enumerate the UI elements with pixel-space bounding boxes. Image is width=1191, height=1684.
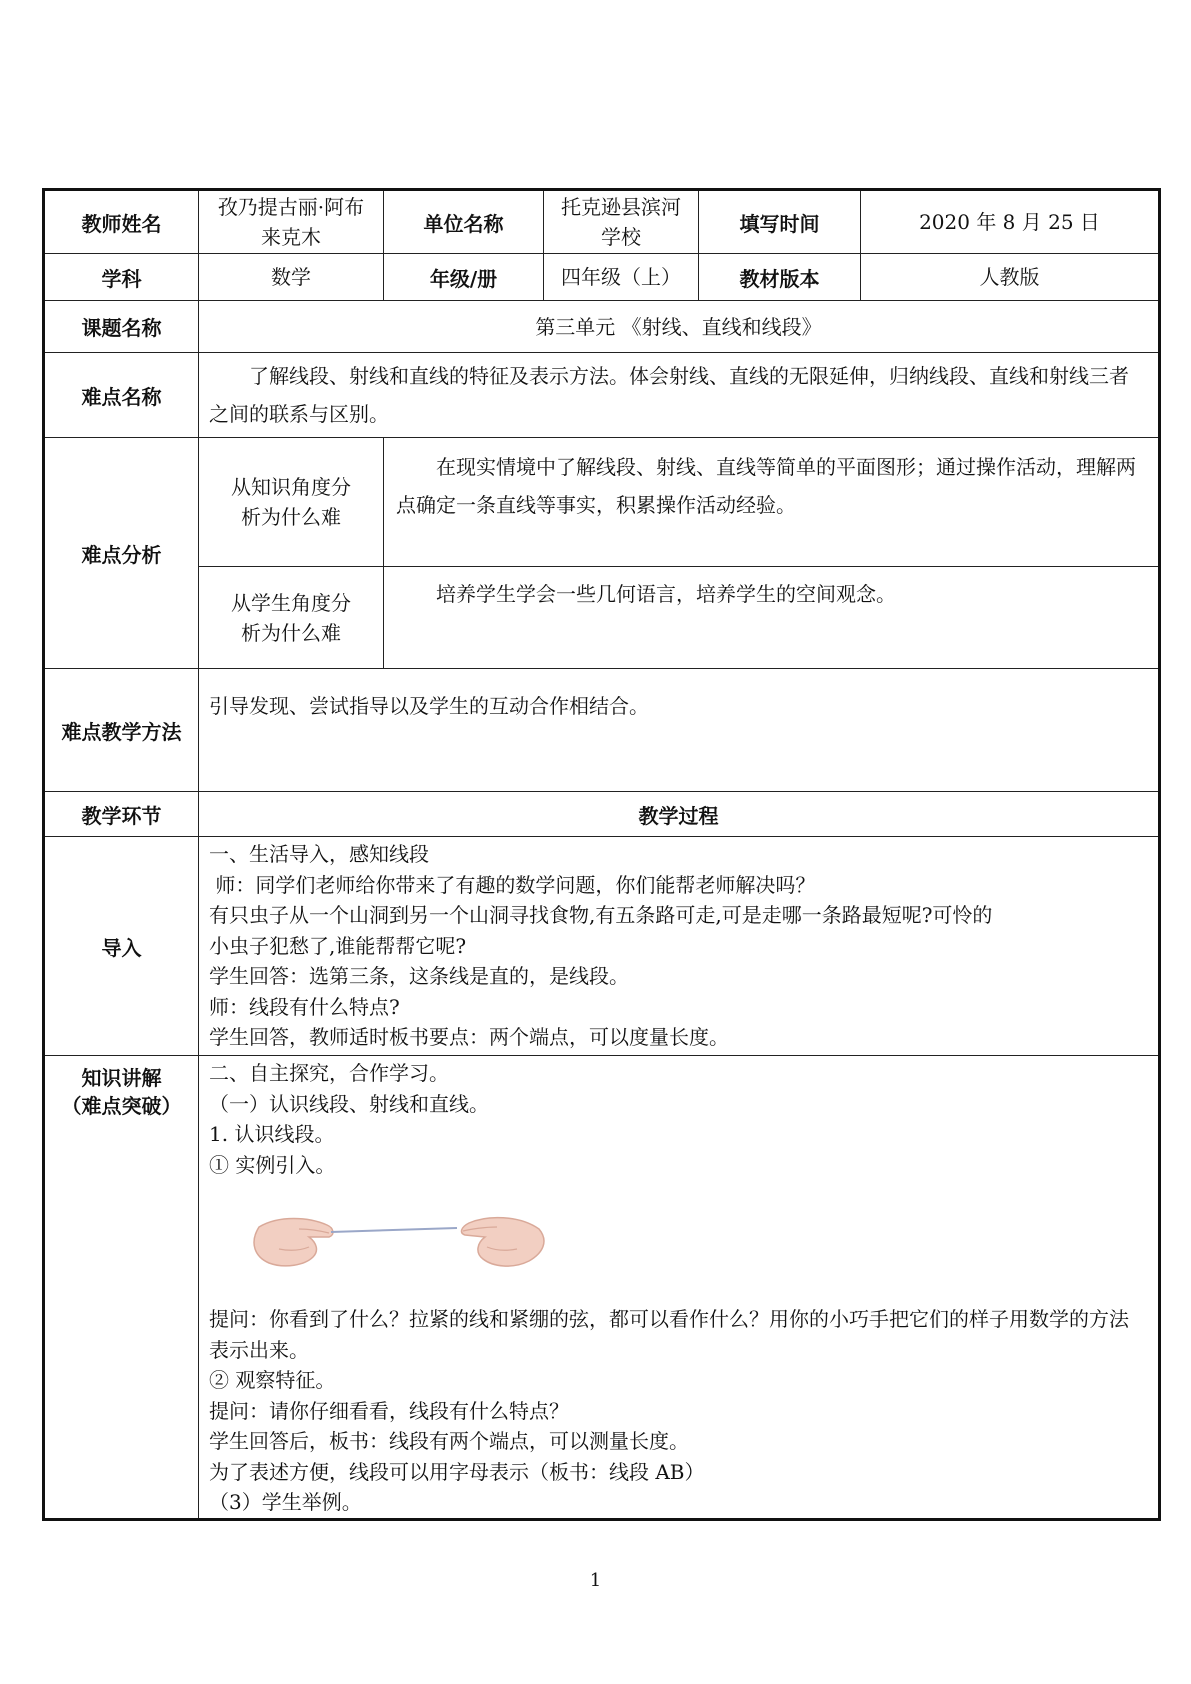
intro-row <box>44 837 1160 1056</box>
knowledge-label-cell <box>44 1056 199 1520</box>
knowledge-angle-label: 从知识角度分析为什么难 <box>199 438 384 567</box>
header-row-1 <box>44 190 1160 254</box>
knowledge-cell <box>199 1056 1160 1520</box>
student-angle-label: 从学生角度分析为什么难 <box>199 567 384 669</box>
knowledge-lines <box>199 1056 1158 1518</box>
knowledge-line: ② 观察特征。 <box>209 1368 336 1392</box>
knowledge-line: 二、自主探究，合作学习。 <box>209 1061 449 1085</box>
topic-row <box>44 301 1160 353</box>
knowledge-label <box>45 1056 198 1120</box>
knowledge-line: ① 实例引入。 <box>209 1152 336 1177</box>
knowledge-question: 提问：你看到了什么？拉紧的线和紧绷的弦，都可以看作什么？用你的小巧手把它们的样子用数学的方法表示出来。 <box>209 1307 1129 1362</box>
knowledge-angle-value: 在现实情境中了解线段、射线、直线等简单的平面图形；通过操作活动，理解两点确定一条直线等事实，积累操作活动经验。 <box>396 455 1136 517</box>
intro-line: 学生回答，教师适时板书要点：两个端点，可以度量长度。 <box>209 1025 729 1049</box>
student-angle-value: 培养学生学会一些几何语言，培养学生的空间观念。 <box>436 582 896 606</box>
stage-label: 教学环节 <box>44 792 199 837</box>
unit-name-label: 单位名称 <box>384 190 544 254</box>
fill-date-value: 2020 年 8 月 25 日 <box>861 190 1160 254</box>
page-number: 1 <box>589 1570 602 1591</box>
student-angle-cell <box>384 567 1160 669</box>
difficulty-label: 难点名称 <box>44 353 199 438</box>
difficulty-cell <box>199 353 1160 438</box>
fill-date-label: 填写时间 <box>699 190 861 254</box>
intro-lines <box>199 837 1158 1053</box>
hands-string-icon <box>239 1185 559 1305</box>
process-header-row <box>44 792 1160 837</box>
grade-value: 四年级（上） <box>544 254 699 301</box>
knowledge-row <box>44 1056 1160 1520</box>
knowledge-line: 为了表述方便，线段可以用字母表示（板书：线段 AB） <box>209 1459 705 1484</box>
intro-line: 学生回答：选第三条，这条线是直的，是线段。 <box>209 964 629 988</box>
subject-value: 数学 <box>199 254 384 301</box>
subject-label: 学科 <box>44 254 199 301</box>
hands-stretching-string-illustration <box>209 1180 1148 1300</box>
difficulty-value: 了解线段、射线和直线的特征及表示方法。体会射线、直线的无限延伸，归纳线段、直线和射线三者之间的联系与区别。 <box>209 364 1129 426</box>
grade-label: 年级/册 <box>384 254 544 301</box>
intro-line: 师：同学们老师给你带来了有趣的数学问题，你们能帮老师解决吗？ <box>209 872 816 897</box>
method-cell <box>199 669 1160 792</box>
topic-value: 第三单元 《射线、直线和线段》 <box>199 301 1160 353</box>
intro-line: 一、生活导入，感知线段 <box>209 842 429 866</box>
method-label: 难点教学方法 <box>44 669 199 792</box>
intro-line: 小虫子犯愁了,谁能帮帮它呢? <box>209 933 467 958</box>
knowledge-angle-cell <box>384 438 1160 567</box>
knowledge-line: （一）认识线段、射线和直线。 <box>209 1091 489 1116</box>
analysis-label: 难点分析 <box>44 438 199 669</box>
intro-line: 有只虫子从一个山洞到另一个山洞寻找食物,有五条路可走,可是走哪一条路最短呢?可怜的 <box>209 903 993 927</box>
knowledge-line: 1. 认识线段。 <box>209 1122 335 1146</box>
method-value: 引导发现、尝试指导以及学生的互动合作相结合。 <box>209 694 649 718</box>
lesson-plan-sheet <box>42 188 1158 1521</box>
intro-cell <box>199 837 1160 1056</box>
difficulty-row <box>44 353 1160 438</box>
unit-name-value: 托克逊县滨河学校 <box>544 190 699 254</box>
knowledge-label-line1: 知识讲解 <box>81 1066 162 1090</box>
knowledge-label-line2: （难点突破） <box>61 1094 182 1118</box>
knowledge-line: 学生回答后，板书：线段有两个端点，可以测量长度。 <box>209 1429 689 1453</box>
method-row <box>44 669 1160 792</box>
process-label: 教学过程 <box>199 792 1160 837</box>
intro-label: 导入 <box>44 837 199 1056</box>
topic-label: 课题名称 <box>44 301 199 353</box>
header-row-2 <box>44 254 1160 301</box>
analysis-row-student <box>44 567 1160 669</box>
knowledge-line: 提问：请你仔细看看，线段有什么特点？ <box>209 1398 569 1423</box>
edition-value: 人教版 <box>861 254 1160 301</box>
teacher-name-label: 教师姓名 <box>44 190 199 254</box>
intro-line: 师：线段有什么特点? <box>209 994 400 1019</box>
lesson-plan-table <box>42 188 1161 1521</box>
teacher-name-value: 孜乃提古丽·阿布来克木 <box>199 190 384 254</box>
analysis-row-knowledge <box>44 438 1160 567</box>
knowledge-line: （3）学生举例。 <box>209 1490 362 1514</box>
edition-label: 教材版本 <box>699 254 861 301</box>
